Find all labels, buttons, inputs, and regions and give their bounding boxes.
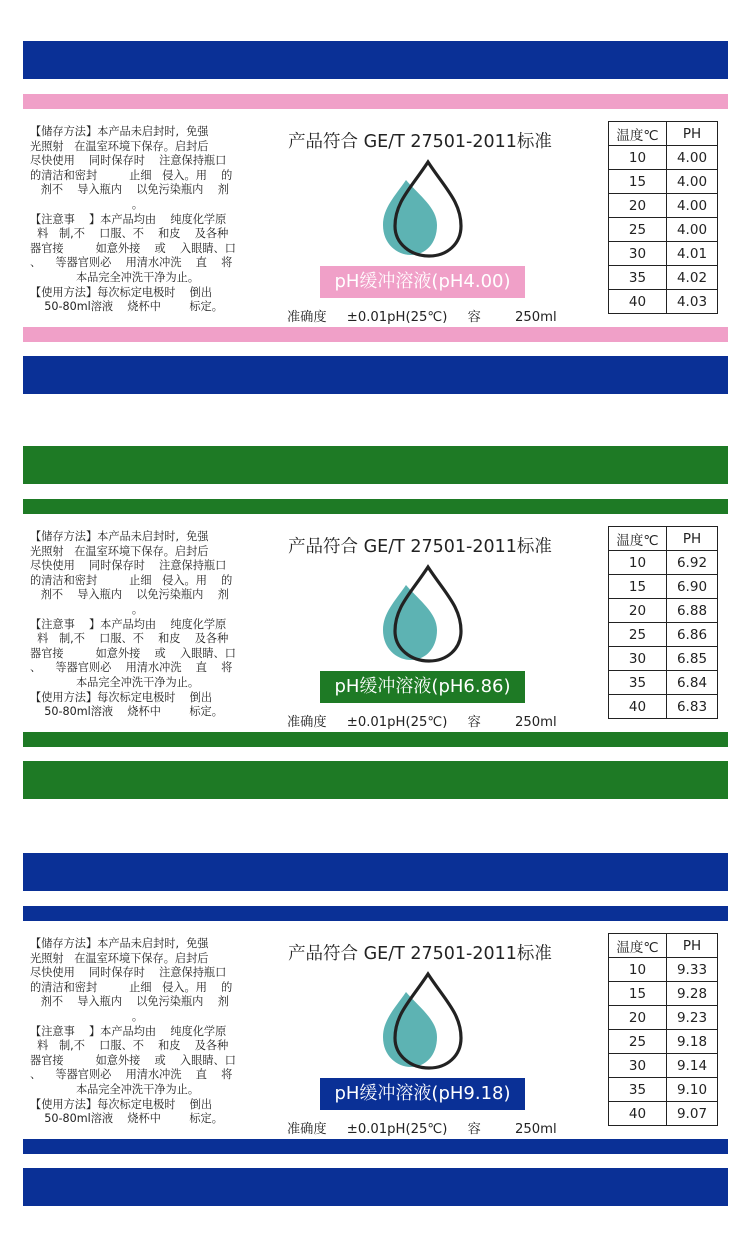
top-band	[23, 446, 728, 484]
temp-cell: 25	[609, 1030, 667, 1054]
table-row	[609, 266, 718, 290]
accuracy-value: ±0.01pH(25℃)	[346, 310, 448, 325]
top-stripe	[23, 94, 728, 109]
bottom-stripe	[23, 327, 728, 342]
spec-line	[287, 306, 557, 325]
temperature-ph-table	[608, 526, 718, 719]
table-row	[609, 290, 718, 314]
ph-cell: 6.90	[667, 575, 718, 599]
top-band	[23, 41, 728, 79]
header-temp: 温度℃	[609, 527, 667, 551]
label-ph918	[0, 812, 750, 1212]
ph-cell: 4.03	[667, 290, 718, 314]
water-drop-icon	[383, 563, 467, 669]
notice-end: 本品完全冲洗干净为止。	[75, 1082, 200, 1096]
table-header	[609, 934, 718, 958]
storage-text: 【储存方法】本产品未启封时, 免强 光照射 在温室环境下保存。启封后 尽快使用 同时保存时 注意保持瓶口 的清洁和密封 止细 侵入。用 的 剂不 导入瓶内 以免污染瓶内 剂	[30, 125, 233, 197]
temp-cell: 30	[609, 242, 667, 266]
spec-line	[287, 711, 557, 730]
table-header	[609, 527, 718, 551]
instructions	[30, 937, 245, 1127]
temp-cell: 20	[609, 1006, 667, 1030]
standard-title: 产品符合 GE/T 27501-2011标准	[288, 132, 552, 152]
bottom-band	[23, 1168, 728, 1206]
temp-cell: 15	[609, 982, 667, 1006]
table-row	[609, 551, 718, 575]
temp-cell: 10	[609, 551, 667, 575]
table-row	[609, 1030, 718, 1054]
table-row	[609, 695, 718, 719]
table-row	[609, 242, 718, 266]
table-row	[609, 671, 718, 695]
ph-cell: 9.14	[667, 1054, 718, 1078]
table-row	[609, 146, 718, 170]
ph-cell: 6.84	[667, 671, 718, 695]
instructions	[30, 530, 245, 720]
capacity-value: 250ml	[514, 1122, 557, 1137]
storage-dot: 。	[131, 1009, 144, 1023]
bottom-band	[23, 356, 728, 394]
ph-cell: 6.88	[667, 599, 718, 623]
table-row	[609, 1102, 718, 1126]
table-row	[609, 623, 718, 647]
capacity-label: 容	[467, 1122, 481, 1137]
capacity-label: 容	[467, 310, 481, 325]
ph-cell: 4.02	[667, 266, 718, 290]
ph-cell: 9.23	[667, 1006, 718, 1030]
ph-cell: 4.01	[667, 242, 718, 266]
top-band	[23, 853, 728, 891]
temp-cell: 10	[609, 146, 667, 170]
temperature-ph-table	[608, 933, 718, 1126]
temp-cell: 20	[609, 599, 667, 623]
temp-cell: 30	[609, 1054, 667, 1078]
notice-text: 【注意事 】本产品均由 纯度化学原 料 制,不 口服、不 和皮 及各种 器官接 如意外接 或 入眼睛、口 、 等器官则必 用清水冲洗 直 将	[30, 1024, 236, 1082]
storage-text: 【储存方法】本产品未启封时, 免强 光照射 在温室环境下保存。启封后 尽快使用 同时保存时 注意保持瓶口 的清洁和密封 止细 侵入。用 的 剂不 导入瓶内 以免污染瓶内 剂	[30, 937, 233, 1009]
temp-cell: 35	[609, 266, 667, 290]
temp-cell: 15	[609, 170, 667, 194]
label-ph686	[0, 405, 750, 805]
water-drop-icon	[383, 158, 467, 264]
ph-cell: 4.00	[667, 194, 718, 218]
storage-dot: 。	[131, 197, 144, 211]
storage-dot: 。	[131, 602, 144, 616]
instructions	[30, 125, 245, 315]
accuracy-label: 准确度	[287, 1122, 327, 1137]
accuracy-label: 准确度	[287, 310, 327, 325]
ph-cell: 9.10	[667, 1078, 718, 1102]
ph-cell: 6.92	[667, 551, 718, 575]
table-row	[609, 194, 718, 218]
header-ph: PH	[667, 527, 718, 551]
ph-cell: 4.00	[667, 170, 718, 194]
header-ph: PH	[667, 934, 718, 958]
header-temp: 温度℃	[609, 122, 667, 146]
temp-cell: 40	[609, 695, 667, 719]
ph-cell: 6.83	[667, 695, 718, 719]
spec-line	[287, 1118, 557, 1137]
table-row	[609, 170, 718, 194]
usage-text: 【使用方法】每次标定电极时 倒出 50-80ml溶液 烧杯中 标定。	[30, 690, 223, 719]
table-row	[609, 982, 718, 1006]
capacity-value: 250ml	[514, 310, 557, 325]
notice-end: 本品完全冲洗干净为止。	[75, 270, 200, 284]
top-stripe	[23, 499, 728, 514]
table-header	[609, 122, 718, 146]
table-row	[609, 1054, 718, 1078]
temp-cell: 35	[609, 1078, 667, 1102]
storage-text: 【储存方法】本产品未启封时, 免强 光照射 在温室环境下保存。启封后 尽快使用 同时保存时 注意保持瓶口 的清洁和密封 止细 侵入。用 的 剂不 导入瓶内 以免污染瓶内 剂	[30, 530, 233, 602]
notice-text: 【注意事 】本产品均由 纯度化学原 料 制,不 口服、不 和皮 及各种 器官接 如意外接 或 入眼睛、口 、 等器官则必 用清水冲洗 直 将	[30, 212, 236, 270]
temp-cell: 35	[609, 671, 667, 695]
capacity-value: 250ml	[514, 715, 557, 730]
ph-cell: 6.86	[667, 623, 718, 647]
temp-cell: 25	[609, 623, 667, 647]
ph-cell: 4.00	[667, 218, 718, 242]
temp-cell: 15	[609, 575, 667, 599]
table-row	[609, 647, 718, 671]
usage-text: 【使用方法】每次标定电极时 倒出 50-80ml溶液 烧杯中 标定。	[30, 1097, 223, 1126]
table-row	[609, 218, 718, 242]
header-ph: PH	[667, 122, 718, 146]
ph-cell: 9.07	[667, 1102, 718, 1126]
ph-cell: 9.18	[667, 1030, 718, 1054]
accuracy-value: ±0.01pH(25℃)	[346, 1122, 448, 1137]
ph-cell: 9.33	[667, 958, 718, 982]
notice-end: 本品完全冲洗干净为止。	[75, 675, 200, 689]
temperature-ph-table	[608, 121, 718, 314]
temp-cell: 30	[609, 647, 667, 671]
product-name: pH缓冲溶液(pH4.00)	[320, 266, 525, 298]
bottom-band	[23, 761, 728, 799]
accuracy-label: 准确度	[287, 715, 327, 730]
accuracy-value: ±0.01pH(25℃)	[346, 715, 448, 730]
table-row	[609, 1006, 718, 1030]
ph-cell: 6.85	[667, 647, 718, 671]
product-name: pH缓冲溶液(pH6.86)	[320, 671, 525, 703]
standard-title: 产品符合 GE/T 27501-2011标准	[288, 537, 552, 557]
temp-cell: 40	[609, 290, 667, 314]
table-row	[609, 575, 718, 599]
table-row	[609, 599, 718, 623]
table-row	[609, 958, 718, 982]
ph-cell: 9.28	[667, 982, 718, 1006]
bottom-stripe	[23, 732, 728, 747]
standard-title: 产品符合 GE/T 27501-2011标准	[288, 944, 552, 964]
temp-cell: 10	[609, 958, 667, 982]
header-temp: 温度℃	[609, 934, 667, 958]
label-ph400	[0, 0, 750, 400]
usage-text: 【使用方法】每次标定电极时 倒出 50-80ml溶液 烧杯中 标定。	[30, 285, 223, 314]
bottom-stripe	[23, 1139, 728, 1154]
ph-cell: 4.00	[667, 146, 718, 170]
product-name: pH缓冲溶液(pH9.18)	[320, 1078, 525, 1110]
table-row	[609, 1078, 718, 1102]
top-stripe	[23, 906, 728, 921]
capacity-label: 容	[467, 715, 481, 730]
notice-text: 【注意事 】本产品均由 纯度化学原 料 制,不 口服、不 和皮 及各种 器官接 如意外接 或 入眼睛、口 、 等器官则必 用清水冲洗 直 将	[30, 617, 236, 675]
temp-cell: 20	[609, 194, 667, 218]
temp-cell: 40	[609, 1102, 667, 1126]
temp-cell: 25	[609, 218, 667, 242]
water-drop-icon	[383, 970, 467, 1076]
